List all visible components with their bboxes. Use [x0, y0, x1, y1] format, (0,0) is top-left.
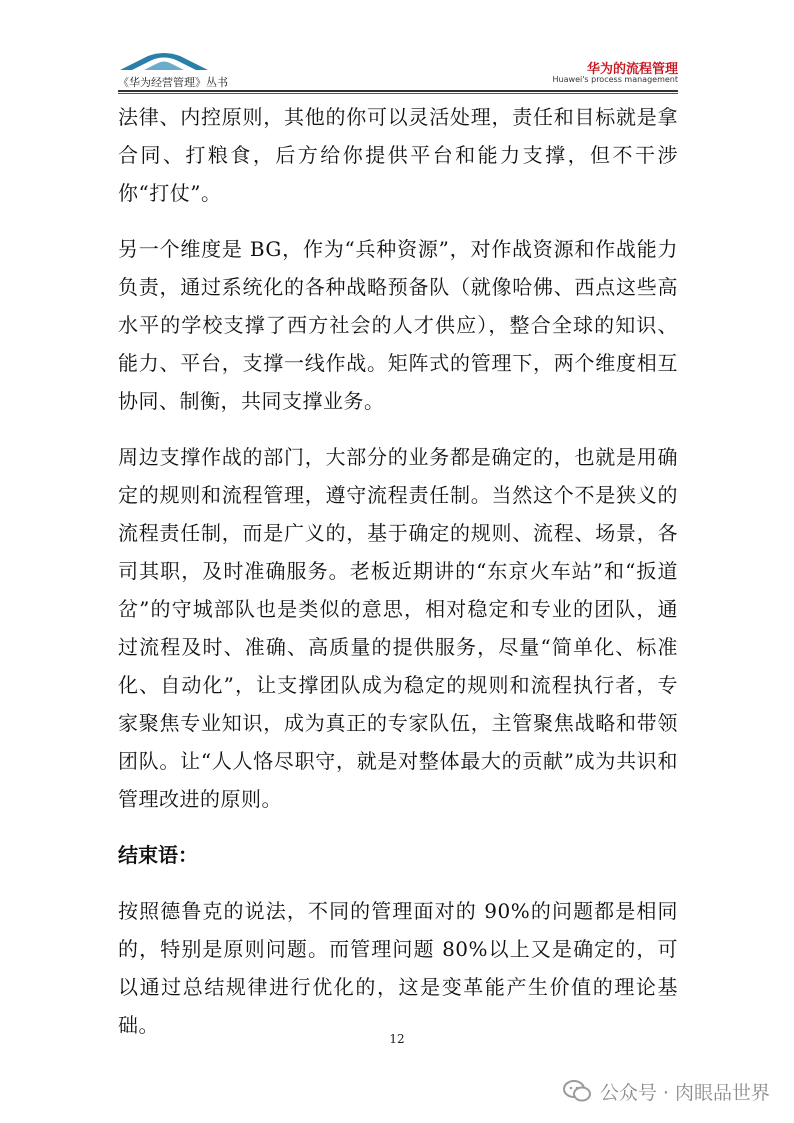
body-paragraph: 另一个维度是 BG，作为“兵种资源”，对作战资源和作战能力负责，通过系统化的各种战略预备队（就像哈佛、西点这些高水平的学校支撑了西方社会的人才供应），整合全球的知识、能力、平台，支撑一线作战。矩阵式的管理下，两个维度相互协同、制衡，共同支撑业务。	[118, 237, 678, 413]
series-name: 《华为经营管理》丛书	[118, 76, 228, 89]
watermark	[562, 1075, 770, 1107]
wechat-icon	[562, 1079, 592, 1103]
page-number: 12	[389, 1032, 405, 1046]
body-paragraph: 法律、内控原则，其他的你可以灵活处理，责任和目标就是拿合同、打粮食，后方给你提供平台和能力支撑，但不干涉你“打仗”。	[118, 105, 678, 205]
closing-paragraph: 按照德鲁克的说法，不同的管理面对的 90%的问题都是相同的，特别是原则问题。而管理问题 80%以上又是确定的，可以通过总结规律进行优化的，这是变革能产生价值的理论基础。	[118, 899, 678, 1037]
section-heading: 结束语：	[118, 843, 198, 867]
watermark-text: 公众号 · 肉眼品世界	[599, 1081, 770, 1104]
brand-subtitle: Huawei's process management	[552, 75, 678, 84]
header-rule-thin	[118, 93, 678, 94]
body-paragraph: 周边支撑作战的部门，大部分的业务都是确定的，也就是用确定的规则和流程管理，遵守流程责任制。当然这个不是狭义的流程责任制，而是广义的，基于确定的规则、流程、场景，各司其职，及时准确服务。老板近期讲的“东京火车站”和“扳道岔”的守城部队也是类似的意思，相对稳定和专业的团队，通过流程及时、准确、高质量的提供服务，尽量“简单化、标准化、自动化”，让支撑团队成为稳定的规则和流程执行者，专家聚焦专业知识，成为真正的专家队伍，主管聚焦战略和带领团队。让“人人恪尽职守，就是对整体最大的贡献”成为共识和管理改进的原则。	[118, 445, 678, 811]
header-rule	[118, 90, 678, 92]
document-body	[118, 98, 678, 1044]
brand-title: 华为的流程管理	[586, 62, 678, 77]
page-header	[118, 50, 678, 96]
